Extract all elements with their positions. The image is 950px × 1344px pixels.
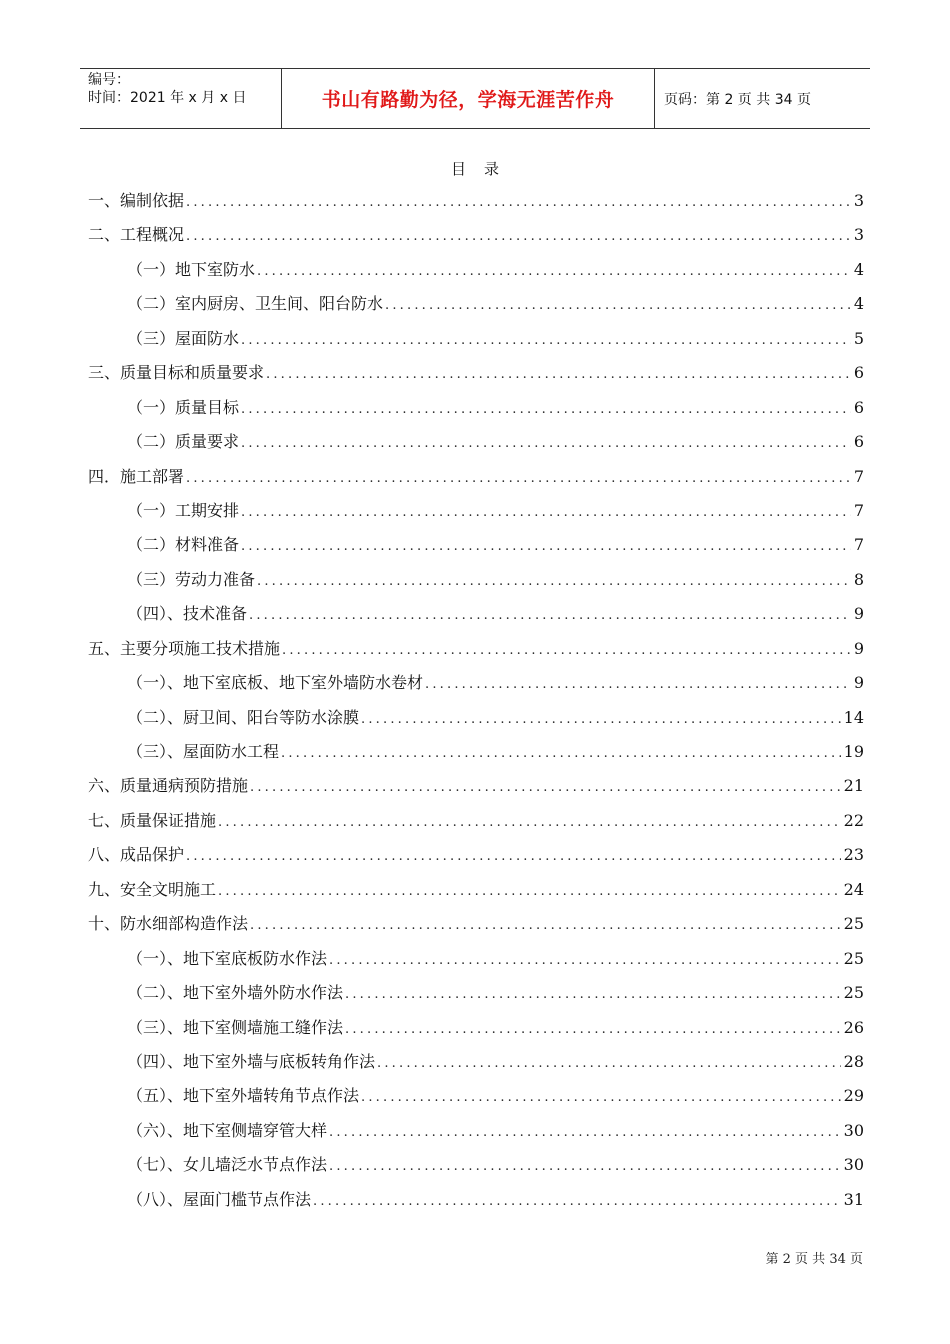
toc-entry-title: （四）、地下室外墙与底板转角作法 [127, 1051, 376, 1071]
toc-entry-title: （一）地下室防水 [127, 259, 256, 279]
toc-entry[interactable] [88, 356, 864, 390]
toc-entry-page: 8 [853, 569, 864, 589]
toc-entry-title: （一）、地下室底板防水作法 [127, 948, 328, 968]
toc-entry-page: 29 [843, 1086, 864, 1106]
toc-entry[interactable] [88, 528, 864, 562]
toc-entry-title: （三）劳动力准备 [127, 569, 256, 589]
toc-entry[interactable] [88, 804, 864, 838]
toc-leader-dots [329, 1150, 841, 1184]
toc-entry-title: 三、质量目标和质量要求 [88, 363, 265, 383]
toc-entry[interactable] [88, 1148, 864, 1182]
toc-entry-title: （七）、女儿墙泛水节点作法 [127, 1155, 328, 1175]
toc-entry-page: 7 [853, 500, 864, 520]
toc-leader-dots [257, 565, 851, 599]
toc-entry-page: 6 [853, 432, 864, 452]
toc-leader-dots [250, 909, 841, 943]
toc-entry-title: （三）屋面防水 [127, 328, 240, 348]
toc-entry-page: 9 [853, 673, 864, 693]
toc-entry-page: 24 [843, 879, 864, 899]
toc-entry-page: 7 [853, 466, 864, 486]
toc-leader-dots [186, 220, 851, 254]
toc-entry[interactable] [88, 942, 864, 976]
toc-entry-page: 6 [853, 397, 864, 417]
toc-entry-page: 28 [843, 1051, 864, 1071]
toc-entry-title: （一）质量目标 [127, 397, 240, 417]
toc-leader-dots [241, 496, 851, 530]
toc-entry-title: （二）、厨卫间、阳台等防水涂膜 [127, 707, 360, 727]
toc-entry-title: （三）、地下室侧墙施工缝作法 [127, 1017, 344, 1037]
toc-entry-page: 3 [853, 225, 864, 245]
toc-entry[interactable] [88, 632, 864, 666]
table-of-contents [88, 184, 864, 1217]
toc-entry-title: （六）、地下室侧墙穿管大样 [127, 1120, 328, 1140]
toc-entry-page: 25 [843, 983, 864, 1003]
toc-leader-dots [250, 771, 841, 805]
toc-entry-page: 26 [843, 1017, 864, 1037]
document-number-label: 编号： [88, 72, 130, 88]
toc-entry-title: 四．施工部署 [88, 466, 185, 486]
toc-entry-page: 9 [853, 638, 864, 658]
toc-entry-page: 22 [843, 810, 864, 830]
toc-entry[interactable] [88, 1079, 864, 1113]
document-time-label: 时间：2021 年 x 月 x 日 [88, 90, 247, 106]
toc-leader-dots [218, 875, 841, 909]
toc-entry[interactable] [88, 1011, 864, 1045]
toc-entry[interactable] [88, 597, 864, 631]
toc-entry-page: 30 [843, 1155, 864, 1175]
toc-entry-title: （二）材料准备 [127, 535, 240, 555]
toc-entry[interactable] [88, 976, 864, 1010]
toc-entry-page: 21 [843, 776, 864, 796]
toc-entry-page: 30 [843, 1120, 864, 1140]
toc-leader-dots [345, 1013, 841, 1047]
toc-entry-title: （四）、技术准备 [127, 604, 248, 624]
toc-entry-page: 6 [853, 363, 864, 383]
toc-entry[interactable] [88, 494, 864, 528]
toc-entry[interactable] [88, 769, 864, 803]
toc-entry-title: 七、质量保证措施 [88, 810, 217, 830]
toc-entry-page: 3 [853, 191, 864, 210]
toc-entry-page: 25 [843, 914, 864, 934]
toc-entry[interactable] [88, 563, 864, 597]
toc-entry[interactable] [88, 391, 864, 425]
toc-leader-dots [186, 462, 851, 496]
page-header [80, 68, 870, 129]
toc-leader-dots [361, 1081, 841, 1115]
toc-entry-page: 19 [843, 742, 864, 761]
toc-entry[interactable] [88, 666, 864, 700]
toc-entry[interactable] [88, 218, 864, 252]
toc-entry-title: （二）质量要求 [127, 432, 240, 452]
page-footer: 第 2 页 共 34 页 [765, 1252, 863, 1267]
toc-entry[interactable] [88, 735, 864, 769]
toc-leader-dots [377, 1047, 841, 1081]
toc-entry-page: 9 [853, 604, 864, 624]
toc-leader-dots [345, 978, 841, 1012]
toc-leader-dots [241, 530, 851, 564]
toc-entry-title: 九、安全文明施工 [88, 879, 217, 899]
toc-entry[interactable] [88, 287, 864, 321]
toc-entry[interactable] [88, 1183, 864, 1217]
toc-entry-title: （三）、屋面防水工程 [127, 742, 280, 761]
toc-entry-title: 八、成品保护 [88, 845, 185, 865]
toc-entry-title: （五）、地下室外墙转角节点作法 [127, 1086, 360, 1106]
toc-entry-title: 十、防水细部构造作法 [88, 914, 249, 934]
toc-entry-title: （一）工期安排 [127, 500, 240, 520]
toc-entry[interactable] [88, 701, 864, 735]
toc-leader-dots [241, 393, 851, 427]
toc-entry[interactable] [88, 253, 864, 287]
toc-leader-dots [266, 358, 851, 392]
toc-entry[interactable] [88, 1114, 864, 1148]
toc-entry-title: （二）、地下室外墙外防水作法 [127, 983, 344, 1003]
toc-entry-title: （二）室内厨房、卫生间、阳台防水 [127, 294, 384, 314]
toc-entry[interactable] [88, 838, 864, 872]
header-divider [654, 69, 655, 128]
toc-leader-dots [257, 255, 851, 289]
header-motto: 书山有路勤为径，学海无涯苦作舟 [321, 89, 615, 111]
toc-entry[interactable] [88, 425, 864, 459]
toc-entry-title: （八）、屋面门槛节点作法 [127, 1189, 312, 1209]
toc-leader-dots [241, 324, 851, 358]
toc-entry-title: 五、主要分项施工技术措施 [88, 638, 281, 658]
toc-entry-page: 23 [843, 845, 864, 865]
toc-leader-dots [313, 1185, 841, 1219]
toc-entry[interactable] [88, 184, 864, 218]
toc-leader-dots [186, 840, 841, 874]
toc-leader-dots [186, 186, 851, 220]
toc-leader-dots [241, 427, 851, 461]
header-meta [88, 71, 284, 107]
toc-leader-dots [425, 668, 851, 702]
toc-entry[interactable] [88, 1045, 864, 1079]
toc-entry-page: 25 [843, 948, 864, 968]
toc-entry-page: 14 [843, 707, 864, 727]
toc-leader-dots [385, 289, 851, 323]
toc-entry-page: 7 [853, 535, 864, 555]
toc-entry-title: 一、编制依据 [88, 191, 185, 210]
toc-entry[interactable] [88, 873, 864, 907]
toc-entry-page: 4 [853, 259, 864, 279]
header-page-label: 页码：第 2 页 共 34 页 [664, 91, 811, 108]
toc-entry-title: 六、质量通病预防措施 [88, 776, 249, 796]
toc-entry[interactable] [88, 907, 864, 941]
toc-entry[interactable] [88, 460, 864, 494]
toc-entry-page: 4 [853, 294, 864, 314]
toc-title: 目录 [450, 160, 517, 178]
toc-leader-dots [282, 634, 851, 668]
toc-leader-dots [249, 599, 851, 633]
toc-entry[interactable] [88, 322, 864, 356]
toc-entry-title: （一）、地下室底板、地下室外墙防水卷材 [127, 673, 424, 693]
toc-leader-dots [329, 1116, 841, 1150]
toc-leader-dots [361, 703, 841, 737]
toc-leader-dots [281, 737, 841, 771]
toc-entry-page: 5 [853, 328, 864, 348]
toc-entry-page: 31 [843, 1189, 864, 1209]
toc-leader-dots [329, 944, 841, 978]
toc-leader-dots [218, 806, 841, 840]
toc-entry-title: 二、工程概况 [88, 225, 185, 245]
